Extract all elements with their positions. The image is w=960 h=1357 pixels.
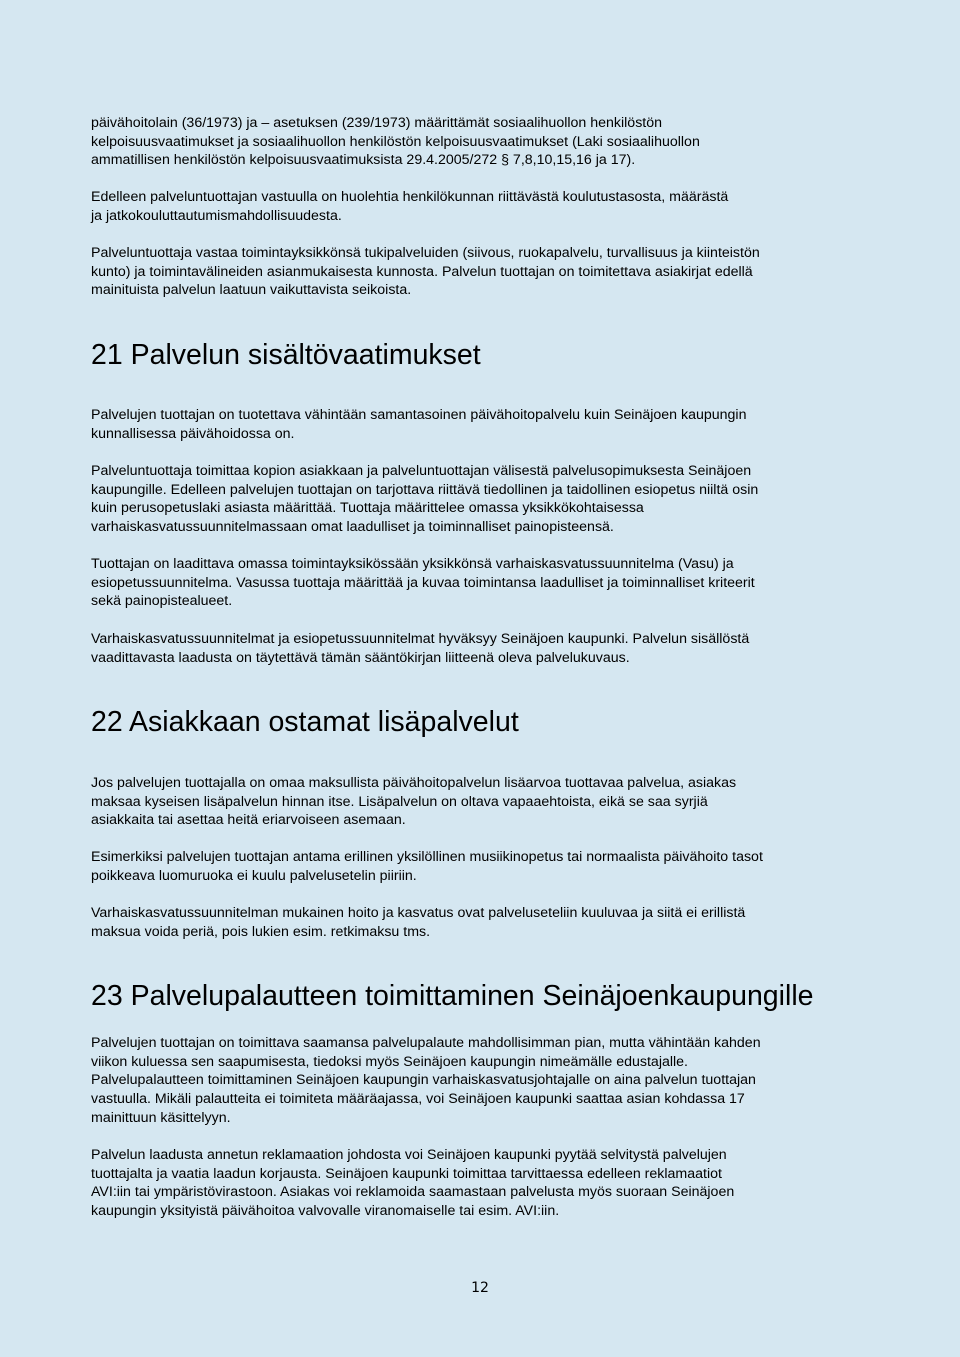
paragraph-22-no-fees — [91, 904, 871, 941]
text-line: Varhaiskasvatussuunnitelmat ja esiopetussuunnitelmat hyväksyy Seinäjoen kaupunki. Palvelun sisällöstä — [91, 631, 750, 647]
paragraph-22-additional-services — [91, 774, 871, 830]
paragraph-support-services — [91, 244, 871, 300]
section-heading-23: 23 Palvelupalautteen toimittaminen Seinäjoenkaupungille — [91, 980, 814, 1012]
text-line: mainituista palvelun laatuun vaikuttavista seikoista. — [91, 282, 412, 299]
text-line: Palveluntuottaja vastaa toimintayksikkönsä tukipalveluiden (siivous, ruokapalvelu, turvallisuus ja kiinteistön — [91, 245, 760, 261]
text-line: mainittuun käsittelyyn. — [91, 1109, 231, 1126]
text-line: ammatillisen henkilöstön kelpoisuusvaatimuksista 29.4.2005/272 § 7,8,10,15,16 ja 17). — [91, 152, 636, 169]
text-line: maksua voida periä, pois lukien esim. retkimaksu tms. — [91, 923, 431, 940]
text-line: Jos palvelujen tuottajalla on omaa maksullista päivähoitopalvelun lisäarvoa tuottavaa palvelua, asiakas — [91, 775, 737, 791]
text-line: ja jatkokouluttautumismahdollisuudesta. — [91, 207, 342, 224]
text-line: maksaa kyseisen lisäpalvelun hinnan itse. Lisäpalvelun on oltava vapaaehtoista, eikä se saa syrjiä — [91, 793, 708, 810]
paragraph-21-vasu — [91, 555, 871, 611]
text-line: Esimerkiksi palvelujen tuottajan antama erillinen yksilöllinen musiikinopetus tai normaalista päivähoito tasot — [91, 849, 763, 865]
text-line: kaupungin yksityistä päivähoitoa valvovalle viranomaiselle tai esim. AVI:iin. — [91, 1203, 560, 1220]
text-line: kunto) ja toimintavälineiden asianmukaisesta kunnosta. Palvelun tuottajan on toimitettava asiakirjat edellä — [91, 263, 753, 280]
page-number: 12 — [471, 1280, 489, 1296]
text-line: Palveluntuottaja toimittaa kopion asiakkaan ja palveluntuottajan välisestä palvelusopimuksesta Seinäjoen — [91, 463, 752, 479]
paragraph-21-service-agreement — [91, 462, 871, 537]
section-heading-21: 21 Palvelun sisältövaatimukset — [91, 339, 481, 371]
text-line: poikkeava luomuruoka ei kuulu palvelusetelin piiriin. — [91, 867, 417, 884]
text-line: esiopetussuunnitelma. Vasussa tuottaja määrittää ja kuvaa toimintansa laadulliset ja toiminnalliset kriteerit — [91, 574, 755, 591]
text-line: Edelleen palveluntuottajan vastuulla on huolehtia henkilökunnan riittävästä koulutustasosta, määrästä — [91, 189, 729, 205]
text-line: Varhaiskasvatussuunnitelman mukainen hoito ja kasvatus ovat palveluseteliin kuuluvaa ja siitä ei erillistä — [91, 905, 746, 921]
paragraph-qualification-requirements — [91, 114, 871, 170]
text-line: Palvelupalautteen toimittaminen Seinäjoen kaupungin varhaiskasvatusjohtajalle on aina palvelun tuottajan — [91, 1072, 756, 1089]
text-line: asiakkaita tai asettaa heitä eriarvoiseen asemaan. — [91, 812, 406, 829]
text-line: kuin perusopetuslaki asiasta määrittää. Tuottaja määrittelee omassa yksikkökohtaisessa — [91, 500, 644, 517]
text-line: vaadittavasta laadusta on täytettävä tämän sääntökirjan liitteenä oleva palvelukuvaus. — [91, 649, 630, 666]
text-line: kelpoisuusvaatimukset ja sosiaalihuollon henkilöstön kelpoisuusvaatimukset (Laki sosiaalihuollon — [91, 133, 700, 150]
text-line: varhaiskasvatussuunnitelmassaan omat laadulliset ja toiminnalliset painopisteensä. — [91, 519, 614, 536]
section-heading-22: 22 Asiakkaan ostamat lisäpalvelut — [91, 706, 519, 738]
text-line: Palvelujen tuottajan on tuotettava vähintään samantasoinen päivähoitopalvelu kuin Seinäjoen kaupungin — [91, 407, 747, 423]
text-line: kunnallisessa päivähoidossa on. — [91, 425, 295, 442]
text-line: vastuulla. Mikäli palautteita ei toimiteta määräajassa, voi Seinäjoen kaupunki saattaa asian kohdassa 17 — [91, 1091, 745, 1108]
text-line: päivähoitolain (36/1973) ja – asetuksen (239/1973) määrittämät sosiaalihuollon henkilöstön — [91, 115, 663, 131]
text-line: viikon kuluessa sen saapumisesta, tiedoksi myös Seinäjoen kaupungin nimeämälle edustajalle. — [91, 1053, 689, 1070]
paragraph-23-reclamation — [91, 1146, 871, 1221]
text-line: kaupungille. Edelleen palvelujen tuottajan on tarjottava riittävä tiedollinen ja taidollinen esiopetus niiltä osin — [91, 481, 759, 498]
text-line: Palvelun laadusta annetun reklamaation johdosta voi Seinäjoen kaupunki pyytää selvitystä palvelujen — [91, 1147, 727, 1163]
text-line: AVI:iin tai ympäristövirastoon. Asiakas voi reklamoida saamastaan palvelusta myös suoraan Seinäjoen — [91, 1184, 735, 1201]
text-line: Palvelujen tuottajan on toimittava saamansa palvelupalaute mahdollisimman pian, mutta vähintään kahden — [91, 1035, 761, 1051]
paragraph-staff-training — [91, 188, 871, 225]
paragraph-21-approval — [91, 630, 871, 667]
paragraph-23-feedback-delivery — [91, 1034, 871, 1128]
paragraph-21-service-level — [91, 406, 871, 443]
paragraph-22-examples — [91, 848, 871, 885]
text-line: tuottajalta ja vaatia laadun korjausta. Seinäjoen kaupunki toimittaa tarvittaessa edelleen reklamaatiot — [91, 1165, 722, 1182]
text-line: sekä painopistealueet. — [91, 593, 233, 610]
text-line: Tuottajan on laadittava omassa toimintayksikössään yksikkönsä varhaiskasvatussuunnitelma (Vasu) ja — [91, 556, 734, 572]
